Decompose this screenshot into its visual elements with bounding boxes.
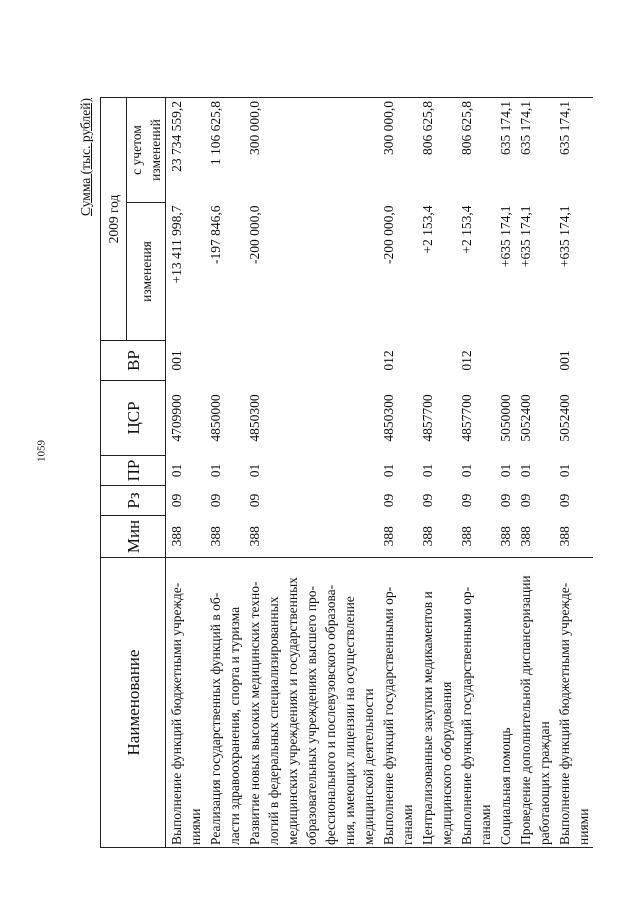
row-name-line: Выполнение функций бюджетными учрежде- [557,582,572,845]
row-vr: 012 [381,350,396,371]
row-csr: 5052400 [557,394,572,442]
row-name-line: Реализация государственных функций в об- [208,592,223,845]
row-total: 23 734 559,2 [166,98,206,203]
row-rz: 09 [208,493,223,508]
row-total: 300 000,0 [378,98,417,203]
header-rz: Рз [101,486,166,516]
row-min: 388 [381,526,396,547]
row-csr: 5052400 [518,394,533,442]
row-pr: 01 [169,463,184,478]
table-row [166,98,206,848]
row-rz: 09 [420,493,435,508]
row-csr: 4857700 [420,394,435,442]
unit-caption: Сумма (тыс. рублей) [78,98,93,216]
row-min: 388 [247,526,262,547]
budget-table [100,97,593,848]
row-min: 388 [420,526,435,547]
row-name-line: логий в федеральных специализированных [266,596,281,845]
row-pr: 01 [247,463,262,478]
row-name [378,558,417,848]
row-pr: 01 [420,463,435,478]
row-min: 388 [208,526,223,547]
row-name-line: ганами [400,804,415,845]
table-body [166,98,594,848]
row-min: 388 [498,526,513,547]
row-change: +635 174,1 [498,205,513,268]
row-name-line: работающих граждан [537,721,552,845]
row-pr: 01 [459,463,474,478]
row-name-line: фессионального и послевузовского образова- [323,584,338,845]
row-min: 388 [518,526,533,547]
row-pr: 01 [498,463,513,478]
row-csr: 5050000 [498,394,513,442]
row-change: +635 174,1 [557,205,572,268]
row-total: 1 106 625,8 [205,98,244,203]
row-vr [515,341,554,381]
header-csr: ЦСР [101,381,166,456]
row-csr: 4857700 [459,394,474,442]
table-row [205,98,244,848]
rotated-page-content [78,98,625,848]
row-name-line: Социальная помощь [498,727,513,845]
table-row [554,98,593,848]
row-vr [417,341,456,381]
row-rz: 09 [459,493,474,508]
row-csr: 4850300 [247,394,262,442]
row-csr: 4850000 [208,394,223,442]
row-total: 635 174,1 [515,98,554,203]
row-min: 388 [557,526,572,547]
row-rz: 09 [381,493,396,508]
row-rz: 09 [518,493,533,508]
header-pr: ПР [101,456,166,486]
row-min: 388 [459,526,474,547]
row-total: 806 625,8 [456,98,495,203]
row-name-line: Централизованные закупки медикаментов и [420,591,435,845]
row-total: 635 174,1 [554,98,593,203]
row-change: +2 153,4 [420,205,435,254]
row-change: +2 153,4 [459,205,474,254]
row-name-line: Выполнение функций государственными ор- [381,586,396,845]
row-csr: 4709900 [169,394,184,442]
row-vr: 012 [459,350,474,371]
row-name-line: медицинской деятельности [361,688,376,845]
row-name-line: образовательных учреждениях высшего про- [304,585,319,845]
row-total: 300 000,0 [244,98,378,203]
header-vr: ВР [101,341,166,381]
row-name [205,558,244,848]
row-vr [495,341,515,381]
row-name-line: медицинского оборудования [439,681,454,845]
row-rz: 09 [557,493,572,508]
header-name: Наименование [101,558,166,848]
table-row [456,98,495,848]
row-pr: 01 [518,463,533,478]
table-row [515,98,554,848]
row-name [417,558,456,848]
row-name [554,558,593,848]
header-with-changes-line-2: изменений [148,119,163,181]
row-total: 806 625,8 [417,98,456,203]
row-csr: 4850300 [381,394,396,442]
header-year: 2009 год [101,98,127,341]
row-name-line: ния, имеющих лицензии на осуществление [342,596,357,845]
row-pr: 01 [557,463,572,478]
header-with-changes [127,98,166,203]
header-min: Мин [101,516,166,558]
header-with-changes-line-1: с учетом [129,125,144,175]
row-name-line: медицинских учреждениях и государственных [285,577,300,845]
table-row [378,98,417,848]
row-vr: 001 [557,350,572,371]
row-vr: 001 [169,350,184,371]
row-name [495,558,515,848]
table-row [495,98,515,848]
row-pr: 01 [381,463,396,478]
row-change: +13 411 998,7 [169,205,184,284]
row-change: -200 000,0 [247,205,262,264]
row-name-line: Выполнение функций государственными ор- [459,586,474,845]
row-vr [205,341,244,381]
table-row [417,98,456,848]
row-name-line: ниями [188,808,203,845]
row-pr: 01 [208,463,223,478]
row-name-line: ласти здравоохранения, спорта и туризма [227,606,242,845]
row-change: -200 000,0 [381,205,396,264]
row-name [515,558,554,848]
page-number: 1059 [35,440,48,462]
row-total: 635 174,1 [495,98,515,203]
row-rz: 09 [169,493,184,508]
row-rz: 09 [498,493,513,508]
row-name [244,558,378,848]
header-changes: изменения [127,203,166,341]
table-row [244,98,378,848]
row-name-line: Развитие новых высоких медицинских техно- [247,581,262,845]
row-name-line: ганами [478,804,493,845]
row-name-line: Выполнение функций бюджетными учрежде- [169,582,184,845]
row-name-line: ниями [576,808,591,845]
row-change: -197 846,6 [208,205,223,264]
row-name [166,558,206,848]
row-vr [244,341,378,381]
row-min: 388 [169,526,184,547]
row-name-line: Проведение дополнительной диспансеризации [518,575,533,845]
row-change: +635 174,1 [518,205,533,268]
row-rz: 09 [247,493,262,508]
row-name [456,558,495,848]
